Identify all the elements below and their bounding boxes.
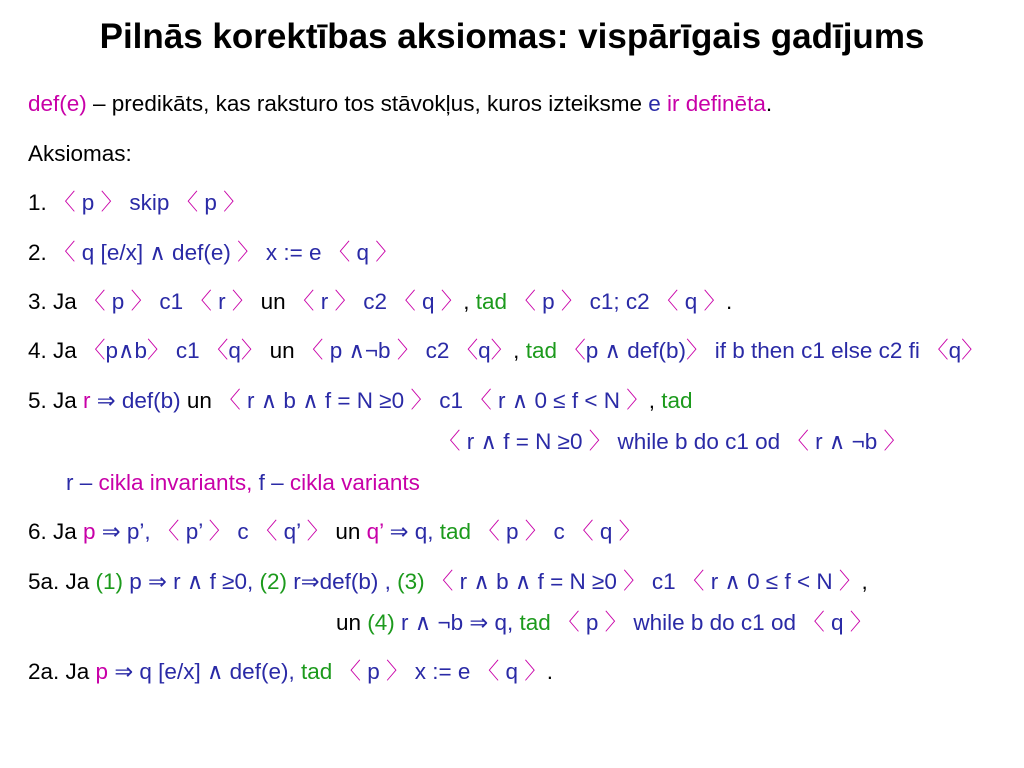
text-segment: 〈	[189, 289, 219, 314]
text-segment: p ∧¬b	[329, 338, 397, 363]
text-segment: e	[648, 91, 661, 116]
text-segment: p∧b	[105, 338, 148, 363]
text-segment: 〉	[386, 659, 409, 684]
text-segment: r ∧ ¬b ⇒ q,	[401, 610, 520, 635]
text-segment: un	[336, 610, 368, 635]
text-segment: .	[765, 91, 773, 116]
text-segment: 〈	[291, 289, 321, 314]
text-segment: 〉	[306, 519, 330, 544]
axiom-5a-continuation	[336, 608, 872, 638]
text-segment: 〉	[375, 240, 398, 265]
text-segment: 〈	[175, 190, 205, 215]
axiom-4	[28, 336, 984, 366]
text-segment: 4. Ja	[28, 338, 84, 363]
text-segment: 1.	[28, 190, 54, 215]
text-segment: c2	[356, 289, 394, 314]
text-segment: p	[585, 610, 605, 635]
text-segment: 〉	[410, 388, 433, 413]
text-segment: ⇒ p’,	[95, 519, 157, 544]
text-segment: 〈	[557, 610, 586, 635]
text-segment: r ∧ f = N ≥0	[466, 429, 589, 454]
text-segment: ir definēta	[660, 91, 766, 116]
axioms-heading	[28, 139, 132, 169]
text-segment: p	[367, 659, 387, 684]
text-segment: q	[356, 240, 376, 265]
text-segment: 〈	[438, 429, 467, 454]
text-segment: c1	[153, 289, 190, 314]
text-segment: 〈	[681, 569, 711, 594]
text-segment: p ∧ def(b)	[585, 338, 686, 363]
axiom-1	[28, 188, 246, 218]
text-segment: r	[83, 388, 91, 413]
axiom-5a	[28, 567, 868, 597]
text-segment: tad	[519, 610, 558, 635]
axiom-2	[28, 238, 398, 268]
text-segment: 〉	[490, 338, 514, 363]
text-segment: 2.	[28, 240, 54, 265]
text-segment: 〈	[455, 338, 479, 363]
text-segment: q [e/x] ∧ def(e)	[81, 240, 238, 265]
text-segment: q	[505, 659, 525, 684]
text-segment: p	[204, 190, 224, 215]
text-segment: 〉	[560, 289, 584, 314]
text-segment: while b do c1 od	[627, 610, 803, 635]
text-segment: 〈	[300, 338, 330, 363]
text-segment: 〉	[588, 429, 612, 454]
text-segment: tad	[475, 289, 514, 314]
text-segment: 〈	[218, 388, 247, 413]
text-segment: 〉	[686, 338, 709, 363]
text-segment: q	[599, 519, 619, 544]
text-segment: 〈	[571, 519, 600, 544]
text-segment: un	[180, 388, 219, 413]
text-segment: ,	[861, 569, 868, 594]
text-segment: q	[422, 289, 441, 314]
text-segment: p ⇒ r ∧ f ≥0,	[129, 569, 260, 594]
text-segment: 〈	[83, 338, 106, 363]
text-segment: 〈	[476, 659, 506, 684]
text-segment: c	[231, 519, 255, 544]
text-segment: c1	[169, 338, 206, 363]
text-segment: 〉	[618, 519, 642, 544]
text-segment: (4)	[367, 610, 402, 635]
text-segment: r ∧ ¬b	[815, 429, 884, 454]
text-segment: ,	[463, 289, 476, 314]
text-segment: q’	[366, 519, 384, 544]
text-segment: r ∧ 0 ≤ f < N	[710, 569, 839, 594]
text-segment: un	[329, 519, 367, 544]
text-segment: 〉	[604, 610, 628, 635]
text-segment: 3. Ja	[28, 289, 84, 314]
text-segment: p	[111, 289, 131, 314]
text-segment: c1	[645, 569, 682, 594]
text-segment: q	[228, 338, 241, 363]
text-segment: 〉	[623, 569, 646, 594]
text-segment: r	[218, 289, 232, 314]
text-segment: 5a. Ja	[28, 569, 96, 594]
text-segment: 〈	[338, 659, 368, 684]
text-segment: 〈	[156, 519, 186, 544]
text-segment: c	[547, 519, 572, 544]
text-segment: 〈	[655, 289, 685, 314]
text-segment: q’	[283, 519, 307, 544]
text-segment: r ∧ b ∧ f = N ≥0	[246, 388, 411, 413]
text-segment: 〉	[100, 190, 124, 215]
text-segment: (2)	[259, 569, 294, 594]
text-segment: un	[263, 338, 301, 363]
text-segment: 〉	[626, 388, 649, 413]
text-segment: skip	[123, 190, 176, 215]
text-segment: – predikāts, kas raksturo tos stāvokļus, kuros izteiksme	[86, 91, 649, 116]
text-segment: 〉	[849, 610, 873, 635]
text-segment: tad	[525, 338, 564, 363]
text-segment: 〉	[231, 289, 255, 314]
axiom-2a	[28, 657, 553, 687]
text-segment: 〉	[838, 569, 862, 594]
text-segment: ⇒ q,	[383, 519, 440, 544]
text-segment: f –	[258, 470, 290, 495]
text-segment: tad	[300, 659, 339, 684]
text-segment: p	[506, 519, 525, 544]
text-segment: cikla variants	[289, 470, 420, 495]
text-segment: 〈	[469, 388, 498, 413]
text-segment: 〈	[477, 519, 507, 544]
axiom-5-note	[66, 468, 420, 498]
text-segment: 〈	[327, 240, 357, 265]
text-segment: 〉	[440, 289, 464, 314]
text-segment: 5. Ja	[28, 388, 84, 413]
text-segment: 〈	[393, 289, 422, 314]
text-segment: 〉	[703, 289, 726, 314]
text-segment: tad	[439, 519, 478, 544]
text-segment: r ∧ b ∧ f = N ≥0	[459, 569, 624, 594]
text-segment: 〈	[254, 519, 284, 544]
text-segment: while b do c1 od	[611, 429, 787, 454]
text-segment: 〉	[334, 289, 357, 314]
axiom-5-continuation	[438, 427, 906, 457]
text-segment: q	[684, 289, 704, 314]
text-segment: p	[81, 190, 101, 215]
text-segment: 〈	[563, 338, 586, 363]
text-segment: un	[254, 289, 292, 314]
text-segment: (1)	[95, 569, 130, 594]
text-segment: 〉	[240, 338, 264, 363]
text-segment: ,	[513, 338, 526, 363]
text-segment: x := e	[259, 240, 328, 265]
text-segment: 〈	[513, 289, 543, 314]
text-segment: 〈	[786, 429, 816, 454]
text-segment: q	[478, 338, 491, 363]
text-segment: cikla invariants,	[98, 470, 259, 495]
text-segment: def(e)	[28, 91, 87, 116]
axiom-3	[28, 287, 732, 317]
text-segment: 〉	[883, 429, 907, 454]
text-segment: 〉	[237, 240, 260, 265]
text-segment: .	[546, 659, 554, 684]
text-segment: ⇒ def(b)	[90, 388, 181, 413]
text-segment: c1	[432, 388, 470, 413]
text-segment: r	[320, 289, 335, 314]
text-segment: 〉	[961, 338, 984, 363]
text-segment: 6. Ja	[28, 519, 84, 544]
text-segment: c2	[419, 338, 456, 363]
text-segment: q	[948, 338, 962, 363]
text-segment: x := e	[408, 659, 477, 684]
text-segment: Aksiomas:	[28, 141, 132, 166]
text-segment: r –	[66, 470, 99, 495]
text-segment: ,	[648, 388, 662, 413]
text-segment: 2a. Ja	[28, 659, 96, 684]
axiom-6	[28, 517, 641, 547]
text-segment: 〉	[208, 519, 232, 544]
text-segment: p’	[185, 519, 209, 544]
text-segment: q	[831, 610, 850, 635]
text-segment: 〉	[147, 338, 170, 363]
text-segment: p	[542, 289, 561, 314]
text-segment: tad	[661, 388, 693, 413]
text-segment: if b then c1 else c2 fi	[708, 338, 927, 363]
text-segment: 〉	[130, 289, 154, 314]
text-segment: 〈	[430, 569, 460, 594]
axiom-5	[28, 386, 693, 416]
text-segment: 〈	[53, 190, 82, 215]
text-segment: 〉	[524, 519, 548, 544]
text-segment: r ∧ 0 ≤ f < N	[498, 388, 627, 413]
text-segment: .	[725, 289, 733, 314]
text-segment: 〈	[802, 610, 831, 635]
text-segment: p	[95, 659, 109, 684]
text-segment: (3)	[397, 569, 431, 594]
text-segment: 〉	[524, 659, 547, 684]
slide-title: Pilnās korektības aksiomas: vispārīgais gadījums	[99, 17, 925, 56]
text-segment: 〈	[53, 240, 82, 265]
text-segment: 〉	[223, 190, 246, 215]
text-segment: ⇒ q [e/x] ∧ def(e),	[108, 659, 301, 684]
text-segment: 〈	[926, 338, 949, 363]
definition-line	[28, 89, 772, 119]
text-segment: r⇒def(b) ,	[293, 569, 398, 594]
text-segment: 〈	[205, 338, 229, 363]
text-segment: 〈	[83, 289, 112, 314]
text-segment: 〉	[396, 338, 420, 363]
text-segment: p	[83, 519, 96, 544]
text-segment: c1; c2	[583, 289, 656, 314]
